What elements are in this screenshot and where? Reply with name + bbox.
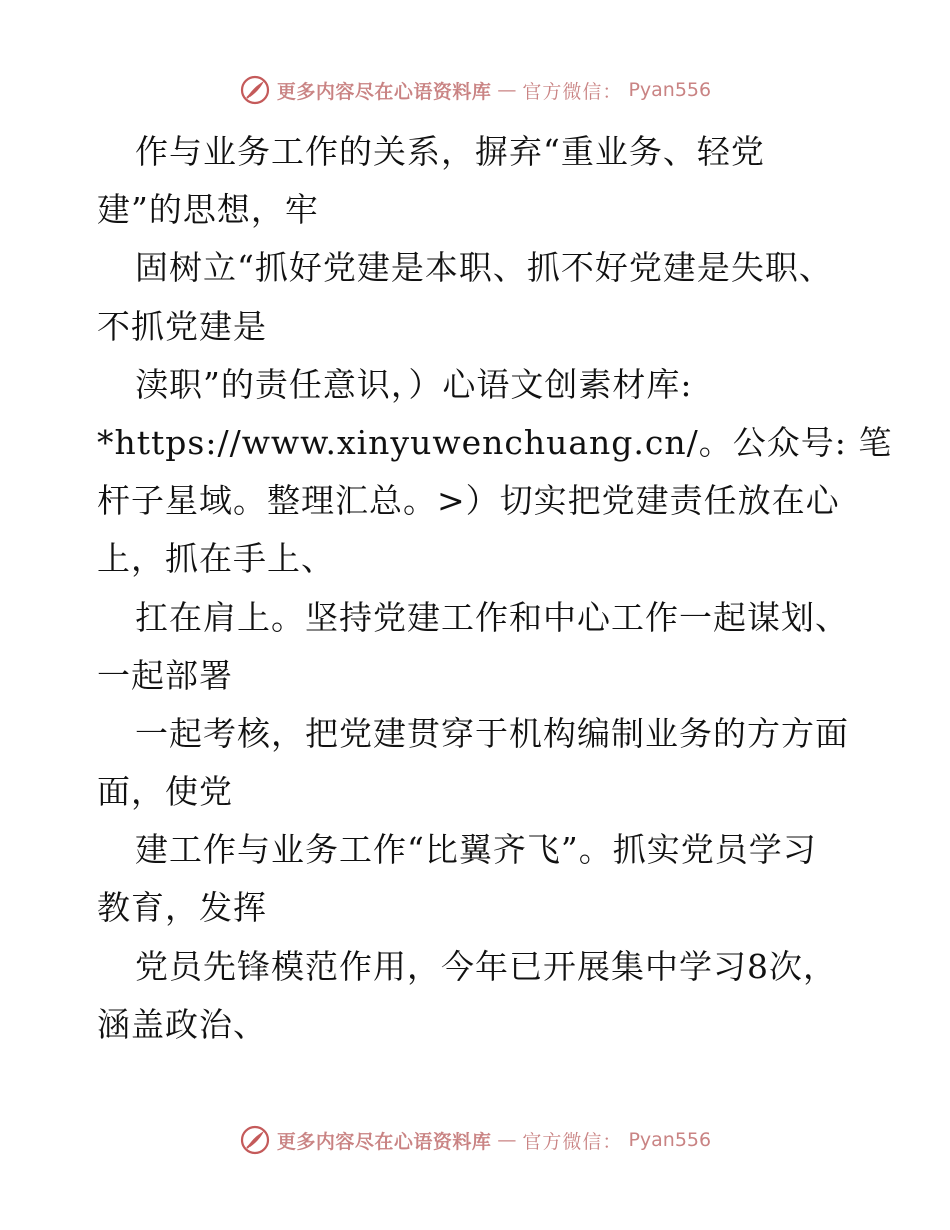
text-line: 渎职”的责任意识，）心语文创素材库: xyxy=(135,364,693,404)
text-line: 一起部署 xyxy=(97,655,233,695)
text-line: 涵盖政治、 xyxy=(97,1004,267,1044)
banner-wechat-id: Pyan556 xyxy=(628,79,712,101)
text-line: 杆子星域。整理汇总。>）切实把党建责任放在心 xyxy=(97,481,840,521)
text-line: 建工作与业务工作“比翼齐飞”。抓实党员学习 xyxy=(135,830,817,870)
text-line: 教育，发挥 xyxy=(97,888,267,928)
banner-title: 更多内容尽在心语资料库 xyxy=(276,1130,492,1153)
text-line: 作与业务工作的关系，摒弃“重业务、轻党 xyxy=(135,132,765,171)
banner-separator: — xyxy=(497,1129,517,1151)
banner-separator: — xyxy=(497,79,517,101)
banner-wechat-label: 官方微信： xyxy=(522,1130,623,1153)
quill-logo-icon xyxy=(239,1124,271,1156)
text-line: 不抓党建是 xyxy=(97,306,267,346)
document-body xyxy=(97,123,893,1054)
text-line: 一起考核，把党建贯穿于机构编制业务的方方面 xyxy=(135,713,849,753)
quill-logo-icon xyxy=(239,74,271,106)
text-line: 扛在肩上。坚持党建工作和中心工作一起谋划、 xyxy=(135,597,849,637)
text-line: 建”的思想，牢 xyxy=(97,190,319,230)
text-line: 党员先锋模范作用，今年已开展集中学习8次， xyxy=(135,946,837,986)
footer-watermark-banner xyxy=(0,1120,950,1160)
text-line: *https://www.xinyuwenchuang.cn/。公众号: 笔 xyxy=(97,422,893,462)
text-line: 上，抓在手上、 xyxy=(97,539,335,579)
banner-wechat-id: Pyan556 xyxy=(628,1129,712,1151)
banner-title: 更多内容尽在心语资料库 xyxy=(276,80,492,103)
text-line: 固树立“抓好党建是本职、抓不好党建是失职、 xyxy=(135,248,833,288)
header-watermark-banner xyxy=(0,70,950,110)
banner-wechat-label: 官方微信： xyxy=(522,80,623,103)
text-line: 面，使党 xyxy=(97,772,233,812)
